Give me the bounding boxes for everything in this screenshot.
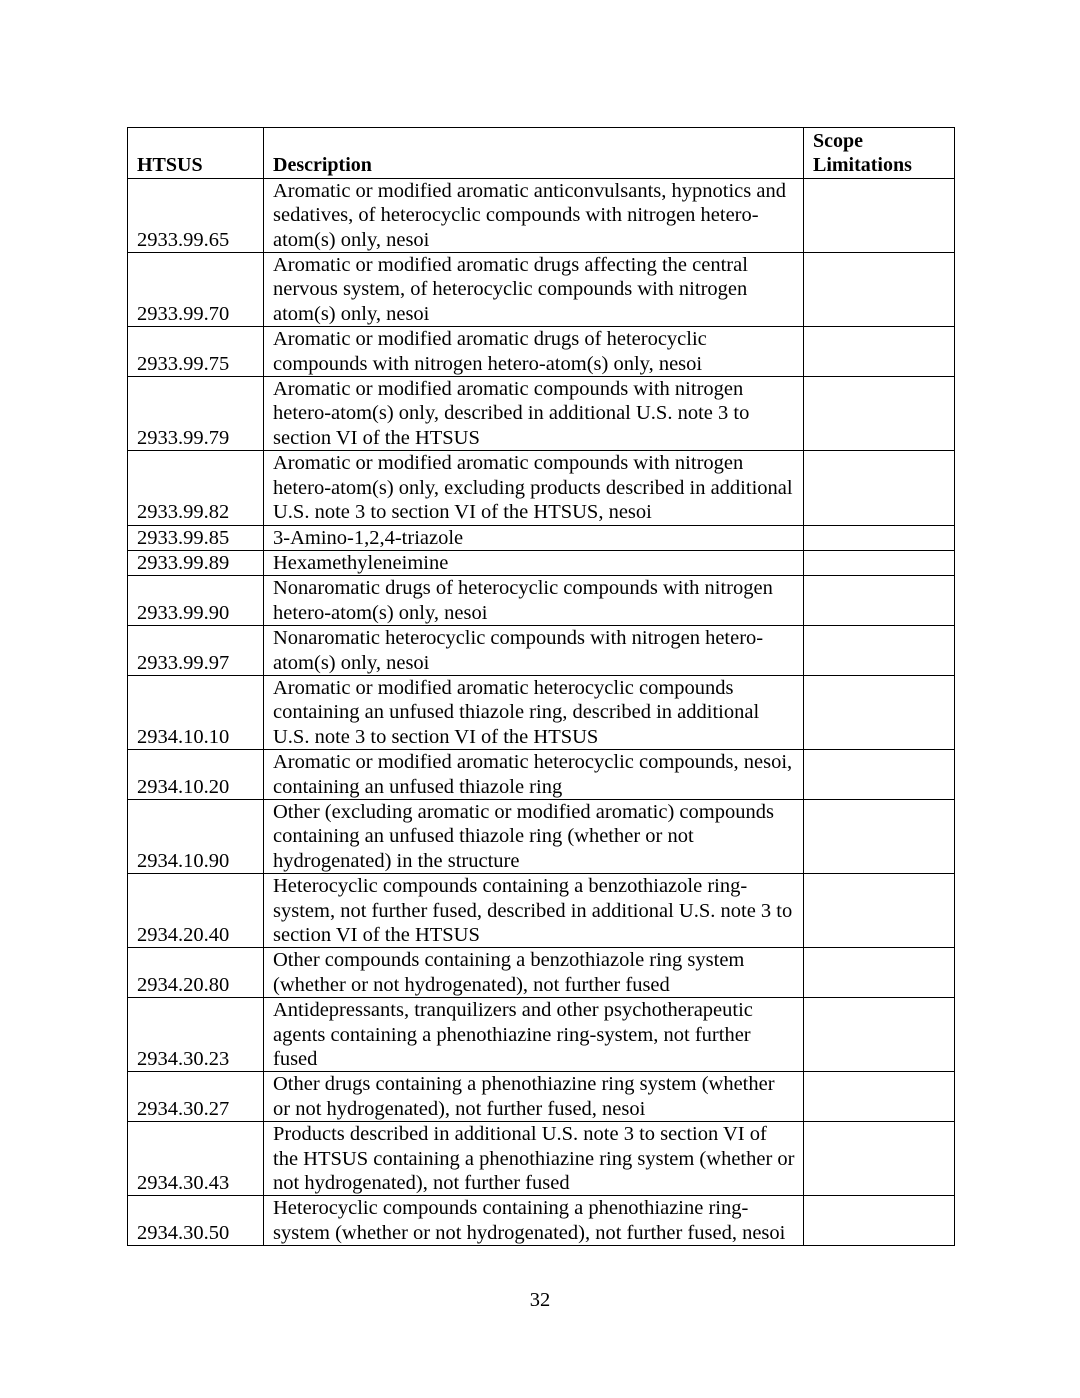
table-row bbox=[128, 525, 955, 550]
htsus-code-cell: 2933.99.70 bbox=[128, 253, 264, 327]
htsus-code-cell: 2933.99.65 bbox=[128, 178, 264, 252]
table-row bbox=[128, 948, 955, 998]
htsus-code-cell: 2934.20.80 bbox=[128, 948, 264, 998]
table-row bbox=[128, 874, 955, 948]
htsus-code-cell: 2933.99.75 bbox=[128, 327, 264, 377]
page-number: 32 bbox=[529, 1289, 551, 1311]
htsus-code-cell: 2934.10.10 bbox=[128, 675, 264, 749]
description-cell: Aromatic or modified aromatic anticonvulsants, hypnotics and sedatives, of heterocyclic compounds with nitrogen hetero-atom(s) only, nesoi bbox=[264, 178, 804, 252]
htsus-code-cell: 2934.10.90 bbox=[128, 799, 264, 873]
description-cell: Hexamethyleneimine bbox=[264, 550, 804, 575]
htsus-code-cell: 2934.30.50 bbox=[128, 1196, 264, 1246]
scope-limitations-cell bbox=[804, 451, 955, 525]
description-cell: Aromatic or modified aromatic drugs of heterocyclic compounds with nitrogen hetero-atom(s) only, nesoi bbox=[264, 327, 804, 377]
table-row bbox=[128, 750, 955, 800]
description-cell: Antidepressants, tranquilizers and other psychotherapeutic agents containing a phenothiazine ring-system, not further fused bbox=[264, 998, 804, 1072]
scope-limitations-cell bbox=[804, 327, 955, 377]
table-row bbox=[128, 327, 955, 377]
scope-limitations-cell bbox=[804, 178, 955, 252]
scope-limitations-cell bbox=[804, 874, 955, 948]
htsus-code-cell: 2933.99.85 bbox=[128, 525, 264, 550]
scope-limitations-cell bbox=[804, 750, 955, 800]
description-cell: Aromatic or modified aromatic compounds with nitrogen hetero-atom(s) only, excluding products described in additional U.S. note 3 to section VI of the HTSUS, nesoi bbox=[264, 451, 804, 525]
table-row bbox=[128, 550, 955, 575]
description-cell: Aromatic or modified aromatic drugs affecting the central nervous system, of heterocyclic compounds with nitrogen atom(s) only, nesoi bbox=[264, 253, 804, 327]
description-cell: Other compounds containing a benzothiazole ring system (whether or not hydrogenated), not further fused bbox=[264, 948, 804, 998]
htsus-code-cell: 2933.99.97 bbox=[128, 626, 264, 676]
description-cell: Heterocyclic compounds containing a phenothiazine ring-system (whether or not hydrogenated), not further fused, nesoi bbox=[264, 1196, 804, 1246]
description-cell: Heterocyclic compounds containing a benzothiazole ring-system, not further fused, described in additional U.S. note 3 to section VI of the HTSUS bbox=[264, 874, 804, 948]
htsus-code-cell: 2933.99.90 bbox=[128, 576, 264, 626]
table-row bbox=[128, 1122, 955, 1196]
description-cell: 3-Amino-1,2,4-triazole bbox=[264, 525, 804, 550]
scope-limitations-cell bbox=[804, 377, 955, 451]
table-row bbox=[128, 675, 955, 749]
description-cell: Products described in additional U.S. note 3 to section VI of the HTSUS containing a phenothiazine ring system (whether or not hydrogenated), not further fused bbox=[264, 1122, 804, 1196]
description-cell: Other (excluding aromatic or modified aromatic) compounds containing an unfused thiazole ring (whether or not hydrogenated) in the structure bbox=[264, 799, 804, 873]
htsus-code-cell: 2934.30.43 bbox=[128, 1122, 264, 1196]
header-htsus: HTSUS bbox=[128, 128, 264, 179]
table-row bbox=[128, 576, 955, 626]
description-cell: Nonaromatic heterocyclic compounds with nitrogen hetero-atom(s) only, nesoi bbox=[264, 626, 804, 676]
htsus-code-cell: 2933.99.82 bbox=[128, 451, 264, 525]
scope-limitations-cell bbox=[804, 675, 955, 749]
header-scope-limitations: Scope Limitations bbox=[804, 128, 955, 179]
table-row bbox=[128, 626, 955, 676]
htsus-code-cell: 2934.10.20 bbox=[128, 750, 264, 800]
htsus-code-cell: 2933.99.79 bbox=[128, 377, 264, 451]
description-cell: Aromatic or modified aromatic heterocyclic compounds, nesoi, containing an unfused thiazole ring bbox=[264, 750, 804, 800]
scope-limitations-cell bbox=[804, 626, 955, 676]
table-row bbox=[128, 1072, 955, 1122]
scope-limitations-cell bbox=[804, 253, 955, 327]
htsus-code-cell: 2934.30.27 bbox=[128, 1072, 264, 1122]
scope-limitations-cell bbox=[804, 576, 955, 626]
header-description: Description bbox=[264, 128, 804, 179]
scope-limitations-cell bbox=[804, 1122, 955, 1196]
table-row bbox=[128, 178, 955, 252]
description-cell: Aromatic or modified aromatic compounds with nitrogen hetero-atom(s) only, described in additional U.S. note 3 to section VI of the HTSUS bbox=[264, 377, 804, 451]
table-row bbox=[128, 1196, 955, 1246]
table-row bbox=[128, 799, 955, 873]
scope-limitations-cell bbox=[804, 998, 955, 1072]
htsus-code-cell: 2934.30.23 bbox=[128, 998, 264, 1072]
scope-limitations-cell bbox=[804, 948, 955, 998]
description-cell: Aromatic or modified aromatic heterocyclic compounds containing an unfused thiazole ring, described in additional U.S. note 3 to section VI of the HTSUS bbox=[264, 675, 804, 749]
table-row bbox=[128, 377, 955, 451]
scope-limitations-cell bbox=[804, 1196, 955, 1246]
table-row bbox=[128, 998, 955, 1072]
table-row bbox=[128, 451, 955, 525]
scope-limitations-cell bbox=[804, 1072, 955, 1122]
htsus-code-cell: 2934.20.40 bbox=[128, 874, 264, 948]
htsus-code-cell: 2933.99.89 bbox=[128, 550, 264, 575]
header-row bbox=[128, 128, 955, 179]
description-cell: Nonaromatic drugs of heterocyclic compounds with nitrogen hetero-atom(s) only, nesoi bbox=[264, 576, 804, 626]
description-cell: Other drugs containing a phenothiazine ring system (whether or not hydrogenated), not further fused, nesoi bbox=[264, 1072, 804, 1122]
scope-limitations-cell bbox=[804, 550, 955, 575]
scope-limitations-cell bbox=[804, 525, 955, 550]
htsus-table bbox=[127, 127, 955, 1246]
table-row bbox=[128, 253, 955, 327]
scope-limitations-cell bbox=[804, 799, 955, 873]
